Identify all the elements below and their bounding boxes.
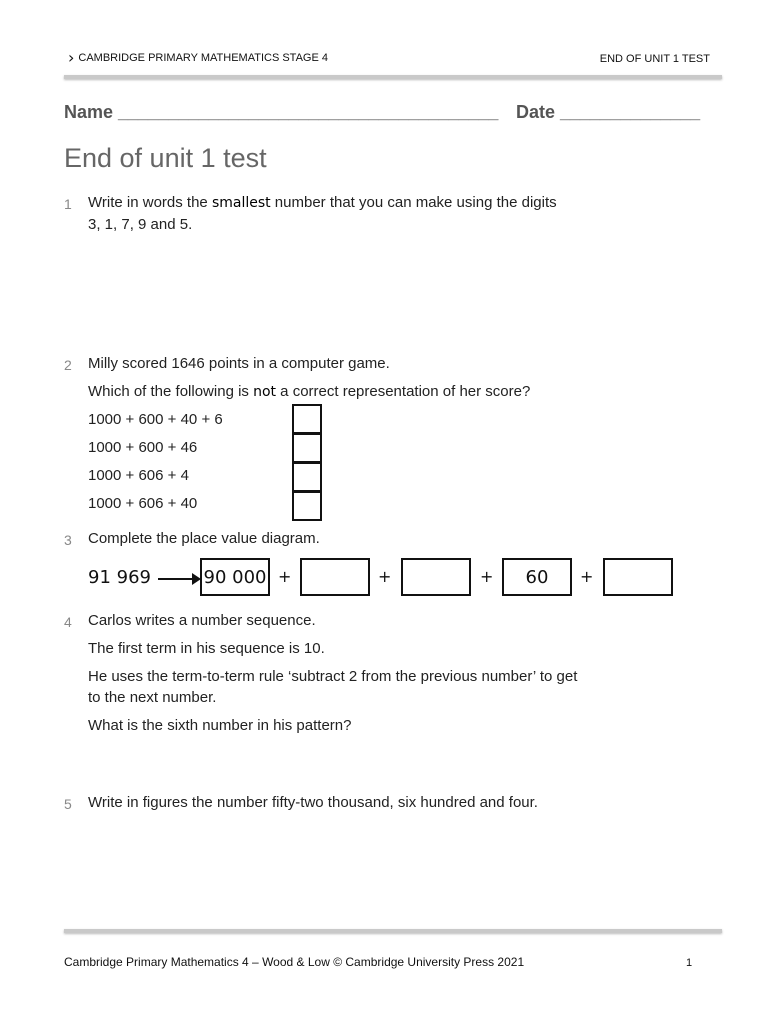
q3-text: Complete the place value diagram. [88,530,320,547]
q2-option-3: 1000 + 606 + 4 [88,467,189,484]
place-value-diagram [88,564,688,596]
question-1-text [88,192,557,235]
q4-line1: Carlos writes a number sequence. [88,612,316,629]
page-title: End of unit 1 test [64,143,267,173]
pv-start-number: 91 969 [88,567,151,588]
date-field[interactable]: Date ______________ [516,102,701,122]
q5-text: Write in figures the number fifty-two thousand, six hundred and four. [88,794,538,811]
footer-rule [64,929,722,933]
page-number: 1 [686,957,693,969]
header-test-title: END OF UNIT 1 TEST [599,53,710,65]
q4-line2: The first term in his sequence is 10. [88,640,325,657]
q2-option-3-checkbox[interactable] [292,462,322,492]
header-rule [64,75,722,79]
q2-option-1-checkbox[interactable] [292,404,322,434]
pv-box-3[interactable] [401,558,471,596]
q2-option-4: 1000 + 606 + 40 [88,495,198,512]
q4-line3a: He uses the term-to-term rule ‘subtract 2 from the previous number’ to get [88,668,578,685]
pv-plus-1: + [278,567,292,586]
q2-option-2-checkbox[interactable] [292,433,322,463]
pv-plus-4: + [580,567,594,586]
q2-emphasis: not [253,384,277,400]
arrow-right-icon [158,578,194,580]
q2-line2-post: a correct representation of her score? [276,383,531,400]
q2-line1: Milly scored 1646 points in a computer game. [88,355,390,372]
question-number-3: 3 [64,532,72,548]
q4-line3b: to the next number. [88,689,217,706]
running-header-left [68,48,328,67]
name-date-row [64,102,708,123]
q2-line2-pre: Which of the following is [88,383,254,400]
name-field[interactable]: Name ______________________________________ [64,102,499,122]
q1-text-line2: 3, 1, 7, 9 and 5. [88,216,193,233]
question-number-1: 1 [64,196,72,212]
pv-plus-3: + [480,567,494,586]
q1-emphasis: smallest [211,195,271,211]
question-number-2: 2 [64,357,72,373]
pv-box-5[interactable] [603,558,673,596]
pv-box-1[interactable]: 90 000 [200,558,270,596]
header-series-title: CAMBRIDGE PRIMARY MATHEMATICS STAGE 4 [78,52,328,64]
question-number-5: 5 [64,796,72,812]
q2-line2 [88,381,530,403]
q4-line5: What is the sixth number in his pattern? [88,717,352,734]
footer-copyright: Cambridge Primary Mathematics 4 – Wood & Low © Cambridge University Press 2021 [64,955,525,969]
question-number-4: 4 [64,614,72,630]
q2-option-4-checkbox[interactable] [292,491,322,521]
q1-text-post: number that you can make using the digits [270,194,557,211]
q2-option-2: 1000 + 600 + 46 [88,439,198,456]
q4-line3 [88,666,577,708]
pv-box-4[interactable]: 60 [502,558,572,596]
chevron-right-icon: › [68,48,75,67]
pv-box-2[interactable] [300,558,370,596]
q2-option-1: 1000 + 600 + 40 + 6 [88,411,223,428]
pv-plus-2: + [378,567,392,586]
q1-text-pre: Write in words the [88,194,212,211]
